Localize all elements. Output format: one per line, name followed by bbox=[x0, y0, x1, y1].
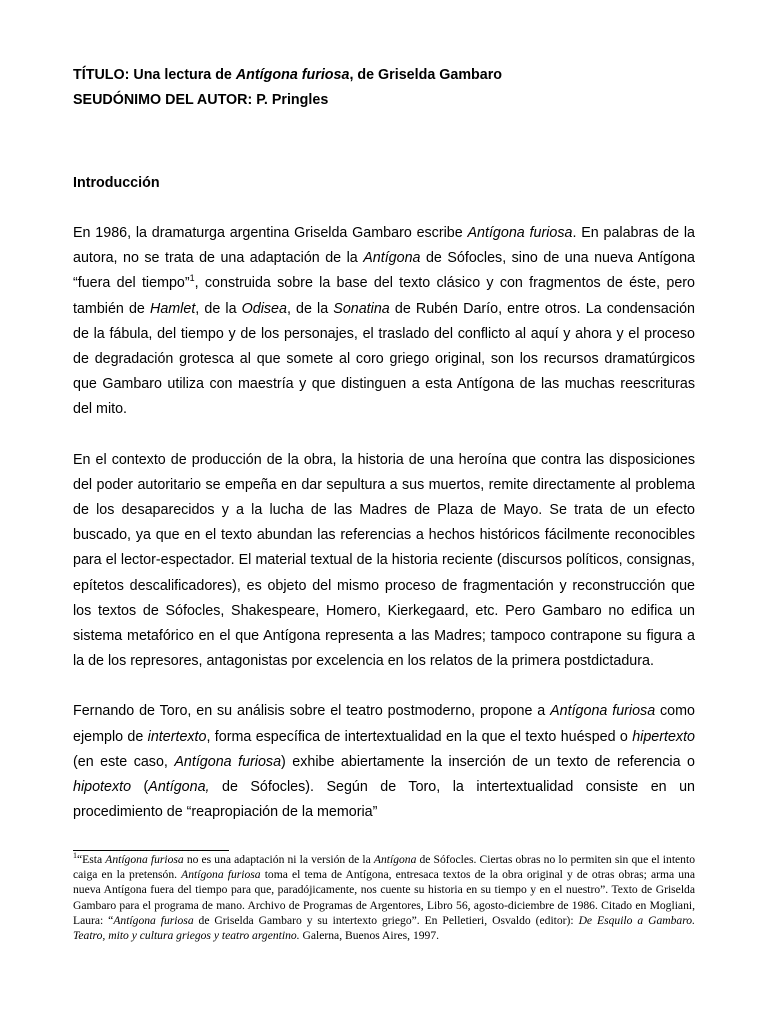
italic-text: Antígona furiosa bbox=[113, 913, 194, 927]
italic-text: hipotexto bbox=[73, 779, 132, 796]
text: (en este caso, bbox=[73, 753, 175, 770]
text: . En palabras de la autora, no se trata de una adaptación de la bbox=[73, 225, 695, 267]
italic-text: Antígona furiosa bbox=[105, 853, 184, 866]
text: Fernando de Toro, en su análisis sobre el teatro postmoderno, propone a bbox=[73, 703, 551, 720]
italic-text: Antígona bbox=[373, 853, 417, 866]
paragraph-2: En el contexto de producción de la obra, la historia de una heroína que contra las disposiciones del poder autoritario se empeña en dar sepultura a sus muertos, remite directamente al problema de los desaparecidos y a la lucha de las Madres de Plaza de Mayo. Se trata de un efecto buscado, ya que en el texto abundan las referencias a hechos históricos fácilmente reconocibles para el lector-espectador. El material textual de la historia reciente (discursos políticos, consignas, epítetos descalificadores), es objeto del mismo proceso de fragmentación y reconstrucción que los textos de Sófocles, Shakespeare, Homero, Kierkegaard, etc. Pero Gambaro no edifica un sistema metafórico en el que Antígona representa a las Madres; tampoco contrapone su figura a la de los represores, antagonistas por excelencia en los relatos de la primera postdictadura. bbox=[73, 451, 695, 670]
text: “Esta bbox=[77, 853, 106, 866]
text: En 1986, la dramaturga argentina Griselda Gambaro escribe bbox=[73, 225, 468, 241]
footnote-1 bbox=[73, 852, 695, 943]
italic-text: intertexto bbox=[147, 728, 207, 745]
italic-text: hipertexto bbox=[632, 728, 695, 745]
text: , de la bbox=[195, 300, 242, 317]
footnote-reference[interactable]: 1 bbox=[189, 273, 195, 284]
italic-text: Antígona furiosa bbox=[550, 703, 656, 720]
italic-text: Odisea bbox=[241, 300, 287, 317]
title-text-end: , de Griselda Gambaro bbox=[349, 67, 503, 83]
text: Galerna, Buenos Aires, 1997. bbox=[299, 929, 440, 943]
footnote-number: 1 bbox=[73, 851, 77, 861]
italic-text: Sonatina bbox=[333, 300, 390, 317]
title-label: TÍTULO: bbox=[73, 67, 130, 83]
italic-text: Antígona, bbox=[148, 779, 210, 796]
italic-text: Antígona bbox=[363, 250, 421, 267]
italic-text: Antígona furiosa bbox=[174, 753, 282, 770]
text: , forma específica de intertextualidad en la que el texto huésped o bbox=[206, 728, 633, 745]
document-page bbox=[73, 63, 695, 825]
spacer bbox=[73, 423, 695, 448]
spacer bbox=[73, 113, 695, 171]
italic-text: Antígona furiosa bbox=[467, 225, 573, 241]
author-pseudonym: SEUDÓNIMO DEL AUTOR: P. Pringles bbox=[73, 92, 329, 108]
text: como ejemplo de bbox=[73, 703, 695, 745]
paragraph-1 bbox=[73, 221, 695, 423]
text: ) exhibe abiertamente la inserción de un texto de referencia o bbox=[281, 753, 695, 770]
title-italic: Antígona furiosa bbox=[235, 67, 350, 83]
text: de Sófocles, sino de una nueva Antígona “fuera del tiempo” bbox=[73, 250, 695, 292]
document-title bbox=[73, 63, 695, 88]
text: , construida sobre la base del texto clásico y con fragmentos de éste, pero también de bbox=[73, 275, 695, 317]
text: de Sófocles. Ciertas obras no lo permiten sin que el intento caiga en la pretensón. bbox=[73, 853, 696, 882]
paragraph-3 bbox=[73, 699, 695, 825]
italic-text: De Esquilo a Gambaro. Teatro, mito y cultura griegos y teatro argentino. bbox=[73, 913, 695, 943]
footnote-separator bbox=[73, 850, 229, 851]
text: de Griselda Gambaro y su intertexto griego”. En Pelletieri, Osvaldo (editor): bbox=[193, 913, 579, 927]
text: de Sófocles). Según de Toro, la intertextualidad consiste en un procedimiento de “reapropiación de la memoria” bbox=[73, 779, 696, 821]
text: ( bbox=[131, 779, 149, 796]
section-heading: Introducción bbox=[73, 175, 160, 191]
text: toma el tema de Antígona, entresaca textos de la obra original y de otras obras; arma una nueva Antígona fuera del tiempo para que, paradójicamente, nos cuente su historia en su tiempo y en el nuestro”. Texto de Griselda Gambaro para el programa de mano. Archivo de Programas de Argentores, Libro 56, agosto-diciembre de 1986. Citado en Mogliani, Laura: “ bbox=[73, 868, 695, 927]
italic-text: Hamlet bbox=[150, 300, 196, 317]
spacer bbox=[73, 196, 695, 221]
italic-text: Antígona furiosa bbox=[181, 868, 261, 882]
text: no es una adaptación ni la versión de la bbox=[183, 853, 374, 866]
text: , de la bbox=[286, 300, 334, 317]
text: de Rubén Darío, entre otros. La condensación de la fábula, del tiempo y de los personajes, el traslado del conflicto al aquí y ahora y el proceso de degradación grotesca al que somete al coro griego original, son los recursos dramatúrgicos que Gambaro utiliza con maestría y que distinguen a esta Antígona de las muchas reescrituras del mito. bbox=[73, 300, 695, 418]
title-text: Una lectura de bbox=[129, 67, 236, 83]
spacer bbox=[73, 674, 695, 699]
